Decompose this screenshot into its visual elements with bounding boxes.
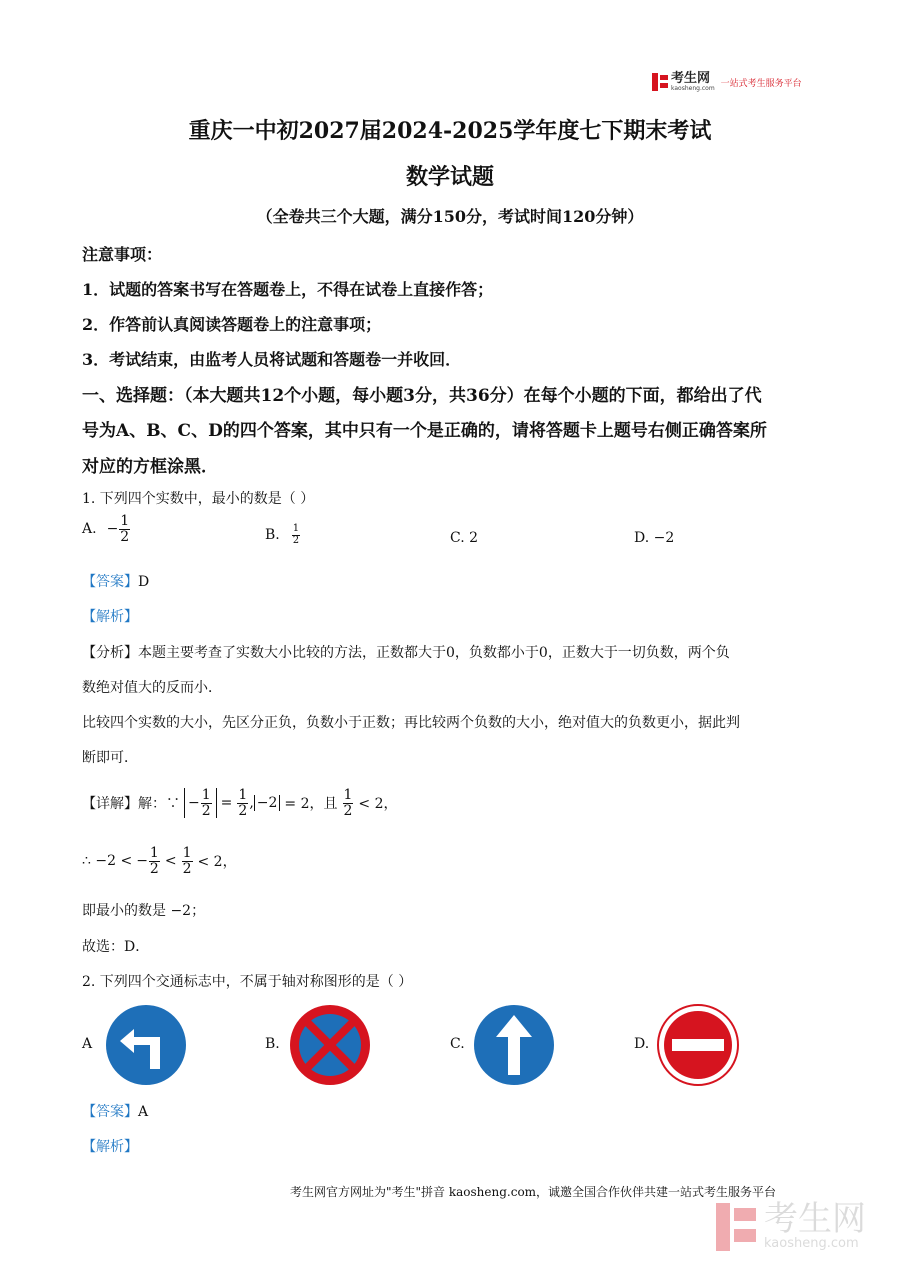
q1-method-line2: 断即可． [82, 750, 138, 766]
q1-fenxi-line1 [82, 642, 730, 662]
conclusion-prefix: ∴ −2 < [82, 853, 133, 870]
q1-answer [82, 571, 149, 591]
q2-answer-value: A [138, 1104, 149, 1120]
watermark-text: 考生网 [764, 1199, 866, 1239]
kaosheng-watermark-icon [716, 1203, 756, 1251]
q1-stem: 1. 下列四个实数中，最小的数是（ ） [82, 491, 315, 507]
section1-instructions-line3: 对应的方框涂黑． [82, 457, 218, 477]
no-entry-sign-icon [656, 1003, 740, 1087]
footer-text: 考生网官方网址为"考生"拼音 kaosheng.com，诚邀全国合作伙伴共建一站式考生服务平台 [290, 1185, 777, 1199]
q1-conclusion-line: ∴ −2 < − $\frac{1}{2}$ < $\frac{1}{2}$ < 2， [82, 845, 237, 877]
q2-stem: 2. 下列四个交通标志中，不属于轴对称图形的是（ ） [82, 974, 413, 990]
q1-option-b-label: B. [265, 527, 280, 543]
fraction-one-half: $\frac{1}{2}$ [120, 513, 130, 545]
q1-min-line: 即最小的数是 −2； [82, 903, 206, 919]
q2-analysis-tag: 【解析】 [82, 1139, 138, 1155]
note-item-2: 2．作答前认真阅读答题卷上的注意事项； [82, 315, 382, 334]
exam-info: （全卷共三个大题，满分150分，考试时间120分钟） [256, 207, 644, 226]
section1-instructions-line2: 号为A、B、C、D的四个答案，其中只有一个是正确的，请将答题卡上题号右侧正确答案所 [82, 421, 767, 441]
logo-domain: kaosheng.com [671, 85, 715, 92]
fraction-one-half-small: $\frac{1}{2}$ [292, 523, 300, 546]
q2-option-b-label: B. [265, 1036, 280, 1052]
q2-option-d-label: D. [634, 1036, 650, 1052]
watermark [716, 1199, 866, 1251]
no-parking-sign-icon [288, 1003, 372, 1087]
q1-detail-line: 【详解】 解：∵ − $\frac{1}{2}$ = $\frac{1}{2}$ , −2 = 2，且 $\frac{1}{2}$ < 2， [82, 787, 398, 819]
note-item-3: 3．考试结束，由监考人员将试题和答题卷一并收回． [82, 350, 462, 369]
exam-title: 重庆一中初2027届2024-2025学年度七下期末考试 [188, 118, 712, 144]
q1-option-a: A. − $\frac{1}{2}$ [82, 513, 130, 545]
q2-answer [82, 1101, 148, 1121]
logo-tagline: 一站式考生服务平台 [720, 78, 802, 89]
turn-left-sign-icon [104, 1003, 188, 1087]
q1-method-line1: 比较四个实数的大小，先区分正负，负数小于正数；再比较两个负数的大小，绝对值大的负数更小，据此判 [82, 715, 740, 731]
header-logo [652, 72, 802, 92]
q1-option-b [265, 524, 301, 546]
answer-tag: 【答案】 [82, 1104, 138, 1120]
detail-tag: 【详解】 [82, 796, 138, 813]
q1-option-a-label: A. [82, 521, 97, 538]
q1-analysis-tag: 【解析】 [82, 609, 138, 625]
kaosheng-logo-icon [652, 73, 668, 91]
q1-option-c: C. 2 [450, 530, 479, 546]
exam-subject: 数学试题 [405, 164, 494, 190]
section1-instructions-line1: 一、选择题：（本大题共12个小题，每小题3分，共36分）在每个小题的下面，都给出了代 [82, 386, 762, 406]
q1-option-d: D. −2 [634, 530, 675, 546]
q1-choose: 故选：D． [82, 939, 150, 955]
notes-heading: 注意事项： [82, 245, 163, 264]
q1-answer-value: D [138, 574, 150, 590]
fenxi-text-1: 本题主要考查了实数大小比较的方法，正数都大于0，负数都小于0，正数大于一切负数，两个负 [138, 645, 730, 661]
straight-ahead-sign-icon [472, 1003, 556, 1087]
detail-prefix: 解：∵ [138, 796, 180, 813]
note-item-1: 1．试题的答案书写在答题卷上，不得在试卷上直接作答； [82, 280, 494, 299]
watermark-domain: kaosheng.com [764, 1236, 859, 1251]
q1-fenxi-line2: 数绝对值大的反而小． [82, 680, 222, 696]
q2-option-a-label: A [82, 1036, 93, 1052]
answer-tag: 【答案】 [82, 574, 138, 590]
logo-text: 考生网 [671, 71, 711, 86]
fenxi-tag: 【分析】 [82, 645, 138, 661]
q2-option-c-label: C. [450, 1036, 465, 1052]
